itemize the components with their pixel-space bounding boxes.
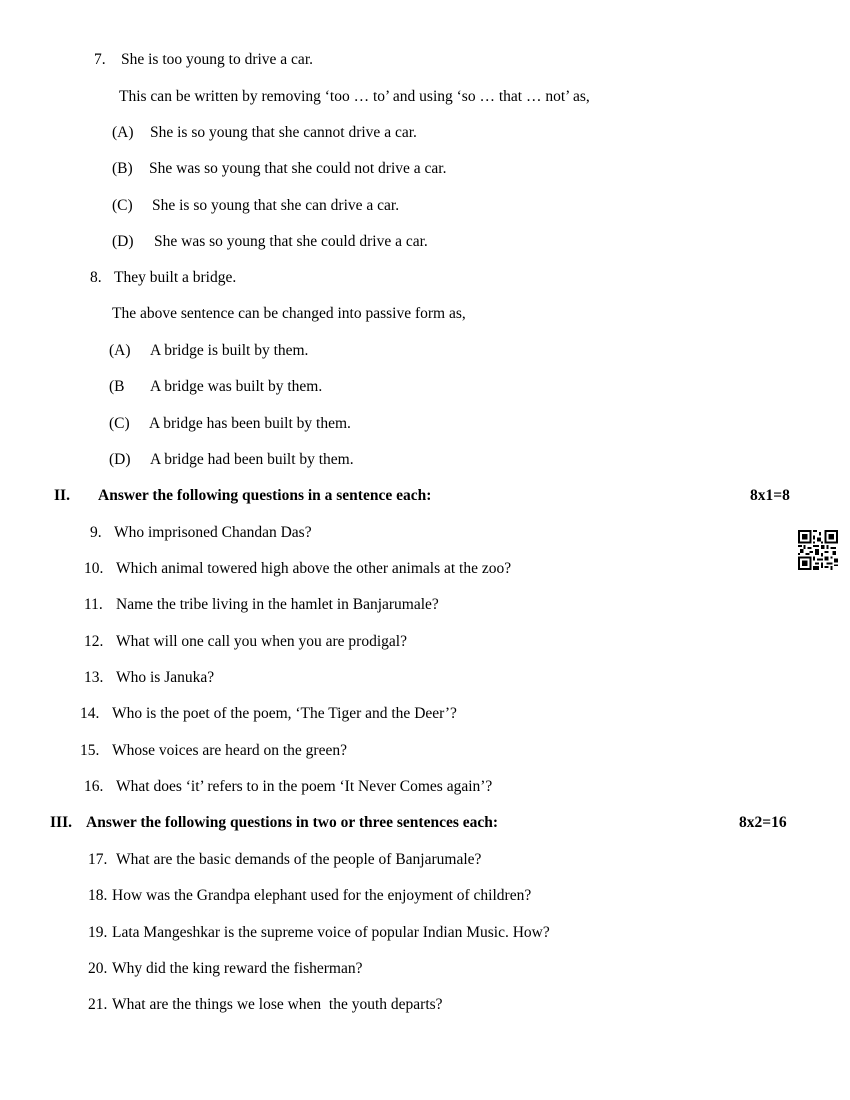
option-text: She was so young that she could not drive a car. bbox=[149, 160, 447, 177]
section-numeral: II. bbox=[54, 487, 70, 504]
question-text: How was the Grandpa elephant used for the enjoyment of children? bbox=[112, 887, 532, 904]
question-number: 8. bbox=[90, 269, 102, 286]
question-number: 9. bbox=[90, 524, 102, 541]
question-text: What are the things we lose when the youth departs? bbox=[112, 996, 443, 1013]
question-number: 16. bbox=[84, 778, 104, 795]
question-text: Who is Januka? bbox=[116, 669, 215, 686]
option-text: A bridge has been built by them. bbox=[149, 415, 351, 432]
question-text: Why did the king reward the fisherman? bbox=[112, 960, 363, 977]
option-label: (B) bbox=[112, 160, 133, 177]
option-text: She is so young that she cannot drive a car. bbox=[150, 124, 417, 141]
question-text: Whose voices are heard on the green? bbox=[112, 742, 347, 759]
qr-code-icon bbox=[798, 530, 838, 570]
question-number: 17. bbox=[88, 851, 108, 868]
section-heading: Answer the following questions in two or three sentences each: bbox=[86, 814, 499, 831]
question-text: Which animal towered high above the other animals at the zoo? bbox=[116, 560, 512, 577]
option-label: (C) bbox=[112, 197, 133, 214]
question-text: What will one call you when you are prodigal? bbox=[116, 633, 407, 650]
question-number: 14. bbox=[80, 705, 100, 722]
option-label: (A) bbox=[112, 124, 134, 141]
question-text: Name the tribe living in the hamlet in Banjarumale? bbox=[116, 596, 439, 613]
option-text: A bridge was built by them. bbox=[150, 378, 323, 395]
question-number: 21. bbox=[88, 996, 108, 1013]
option-label: (A) bbox=[109, 342, 131, 359]
question-number: 13. bbox=[84, 669, 104, 686]
question-text: What are the basic demands of the people of Banjarumale? bbox=[116, 851, 482, 868]
option-text: A bridge is built by them. bbox=[150, 342, 309, 359]
question-text: Lata Mangeshkar is the supreme voice of popular Indian Music. How? bbox=[112, 924, 550, 941]
option-text: She was so young that she could drive a car. bbox=[154, 233, 428, 250]
question-number: 18. bbox=[88, 887, 108, 904]
question-text: What does ‘it’ refers to in the poem ‘It Never Comes again’? bbox=[116, 778, 493, 795]
question-8-instruction: The above sentence can be changed into passive form as, bbox=[112, 305, 466, 322]
question-text: They built a bridge. bbox=[114, 269, 237, 286]
section-marks: 8x2=16 bbox=[739, 814, 787, 831]
question-number: 19. bbox=[88, 924, 108, 941]
question-number: 7. bbox=[94, 51, 106, 68]
question-number: 12. bbox=[84, 633, 104, 650]
option-text: A bridge had been built by them. bbox=[150, 451, 354, 468]
question-number: 15. bbox=[80, 742, 100, 759]
option-label: (D) bbox=[112, 233, 134, 250]
section-numeral: III. bbox=[50, 814, 72, 831]
question-text: She is too young to drive a car. bbox=[121, 51, 313, 68]
option-label: (D) bbox=[109, 451, 131, 468]
option-text: She is so young that she can drive a car. bbox=[152, 197, 400, 214]
question-text: Who is the poet of the poem, ‘The Tiger and the Deer’? bbox=[112, 705, 457, 722]
question-number: 10. bbox=[84, 560, 104, 577]
question-number: 20. bbox=[88, 960, 108, 977]
question-number: 11. bbox=[84, 596, 103, 613]
question-7-instruction: This can be written by removing ‘too … to’ and using ‘so … that … not’ as, bbox=[119, 88, 590, 105]
option-label: (B bbox=[109, 378, 125, 395]
section-marks: 8x1=8 bbox=[750, 487, 790, 504]
question-text: Who imprisoned Chandan Das? bbox=[114, 524, 312, 541]
option-label: (C) bbox=[109, 415, 130, 432]
section-heading: Answer the following questions in a sentence each: bbox=[98, 487, 432, 504]
